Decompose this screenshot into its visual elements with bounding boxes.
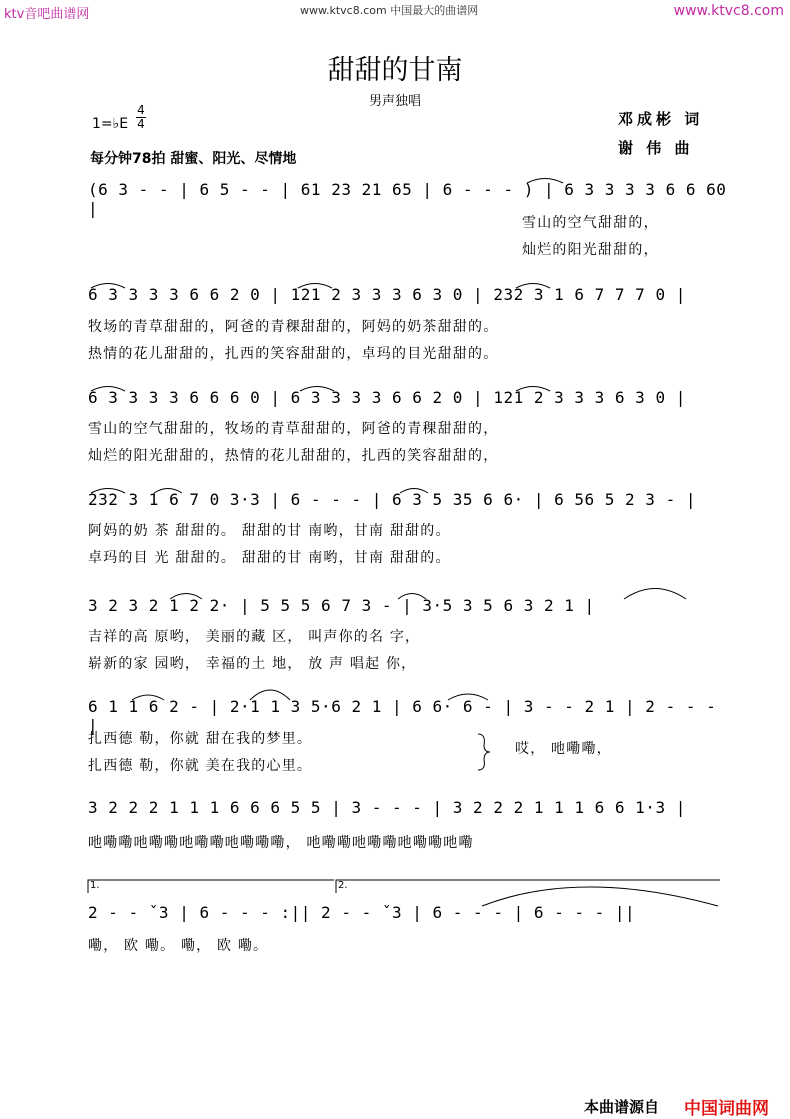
score-line-2-lyric-2: 热情的花儿甜甜的，扎西的笑容甜甜的，卓玛的目光甜甜的。 bbox=[88, 346, 499, 362]
score-line-7-lyric-1: 吔嘞嘞吔嘞嘞吔嘞嘞吔嘞嘞嘞， 吔嘞嘞吔嘞嘞吔嘞嘞吔嘞 bbox=[88, 835, 474, 851]
footer-source-site: 中国词曲网 bbox=[684, 1099, 769, 1119]
score-line-6-lyric-1: 扎西德 勒，你就 甜在我的梦里。 bbox=[88, 731, 313, 747]
site-logo-right: www.ktvc8.com bbox=[673, 3, 784, 19]
score-line-7-notes: 3 2 2 2 1 1 1 6 6 6 5 5 | 3 - - - | 3 2 2 2 1 1 1 6 6 1·3 | bbox=[88, 798, 686, 817]
score-line-2-lyric-1: 牧场的青草甜甜的，阿爸的青稞甜甜的，阿妈的奶茶甜甜的。 bbox=[88, 319, 499, 335]
score-line-3-notes: 6 3 3 3 3 6 6 6 0 | 6 3 3 3 3 6 6 2 0 | 121 2 3 3 3 6 3 0 | bbox=[88, 388, 686, 407]
score-line-6-lyric-2: 扎西德 勒，你就 美在我的心里。 bbox=[88, 758, 313, 774]
score-line-3-lyric-1: 雪山的空气甜甜的，牧场的青草甜甜的，阿爸的青稞甜甜的， bbox=[88, 421, 499, 437]
score-line-2-notes: 6 3 3 3 3 6 6 2 0 | 121 2 3 3 3 6 3 0 | 232 3 1 6 7 7 7 0 | bbox=[88, 285, 686, 304]
second-ending-bracket bbox=[336, 880, 720, 893]
lyricist-credit: 邓成彬 词 bbox=[618, 110, 704, 128]
key-signature: 1=♭E bbox=[92, 116, 129, 132]
time-signature bbox=[136, 104, 146, 131]
time-signature-top: 4 bbox=[137, 103, 145, 117]
score-line-5-lyric-1: 吉祥的高 原哟， 美丽的藏 区， 叫声你的名 字， bbox=[88, 629, 421, 645]
score-line-3-lyric-2: 灿烂的阳光甜甜的，热情的花儿甜甜的，扎西的笑容甜甜的， bbox=[88, 448, 499, 464]
lyric-brace bbox=[478, 734, 490, 770]
composer-credit: 谢 伟 曲 bbox=[618, 139, 694, 157]
song-title: 甜甜的甘南 bbox=[327, 55, 463, 86]
score-line-8-lyric-1: 嘞， 欧 嘞。 嘞， 欧 嘞。 bbox=[88, 938, 269, 954]
score-line-6-notes: 6 1 1 6 2 - | 2·1 1 3 5·6 2 1 | 6 6· 6 - | 3 - - 2 1 | 2 - - - | bbox=[88, 697, 717, 735]
footer-source-label: 本曲谱源自 bbox=[584, 1098, 660, 1116]
site-logo-left: ktv音吧曲谱网 bbox=[4, 7, 90, 22]
score-line-1-lyric-2: 灿烂的阳光甜甜的， bbox=[522, 242, 659, 258]
first-ending-bracket bbox=[88, 880, 334, 893]
score-line-8-notes: 2 - - ˇ3 | 6 - - - :|| 2 - - ˇ3 | 6 - - - | 6 - - - || bbox=[88, 903, 636, 922]
time-signature-bottom: 4 bbox=[137, 117, 145, 131]
song-subtitle: 男声独唱 bbox=[368, 94, 421, 109]
site-header-center: www.ktvc8.com 中国最大的曲谱网 bbox=[300, 4, 479, 17]
tempo-marking: 每分钟78拍 甜蜜、阳光、尽情地 bbox=[90, 151, 297, 167]
score-line-1-notes: (6 3 - - | 6 5 - - | 61 23 21 65 | 6 - - - ) | 6 3 3 3 3 6 6 60 | bbox=[88, 180, 727, 218]
score-line-6-side-lyric: 哎， 吔嘞嘞， bbox=[515, 741, 612, 757]
score-line-4-notes: 232 3 1 6 7 0 3·3 | 6 - - - | 6 3 5 35 6 6· | 6 56 5 2 3 - | bbox=[88, 490, 696, 509]
score-line-5-lyric-2: 崭新的家 园哟， 幸福的土 地， 放 声 唱起 你， bbox=[88, 656, 417, 672]
score-line-1-lyric-1: 雪山的空气甜甜的， bbox=[522, 215, 659, 231]
score-line-4-lyric-1: 阿妈的奶 茶 甜甜的。 甜甜的甘 南哟，甘南 甜甜的。 bbox=[88, 523, 451, 539]
score-line-5-notes: 3 2 3 2 1 2 2· | 5 5 5 6 7 3 - | 3·5 3 5 6 3 2 1 | bbox=[88, 596, 595, 615]
first-ending-label: 1. bbox=[90, 880, 100, 891]
score-line-4-lyric-2: 卓玛的目 光 甜甜的。 甜甜的甘 南哟，甘南 甜甜的。 bbox=[88, 550, 451, 566]
second-ending-label: 2. bbox=[338, 880, 348, 891]
